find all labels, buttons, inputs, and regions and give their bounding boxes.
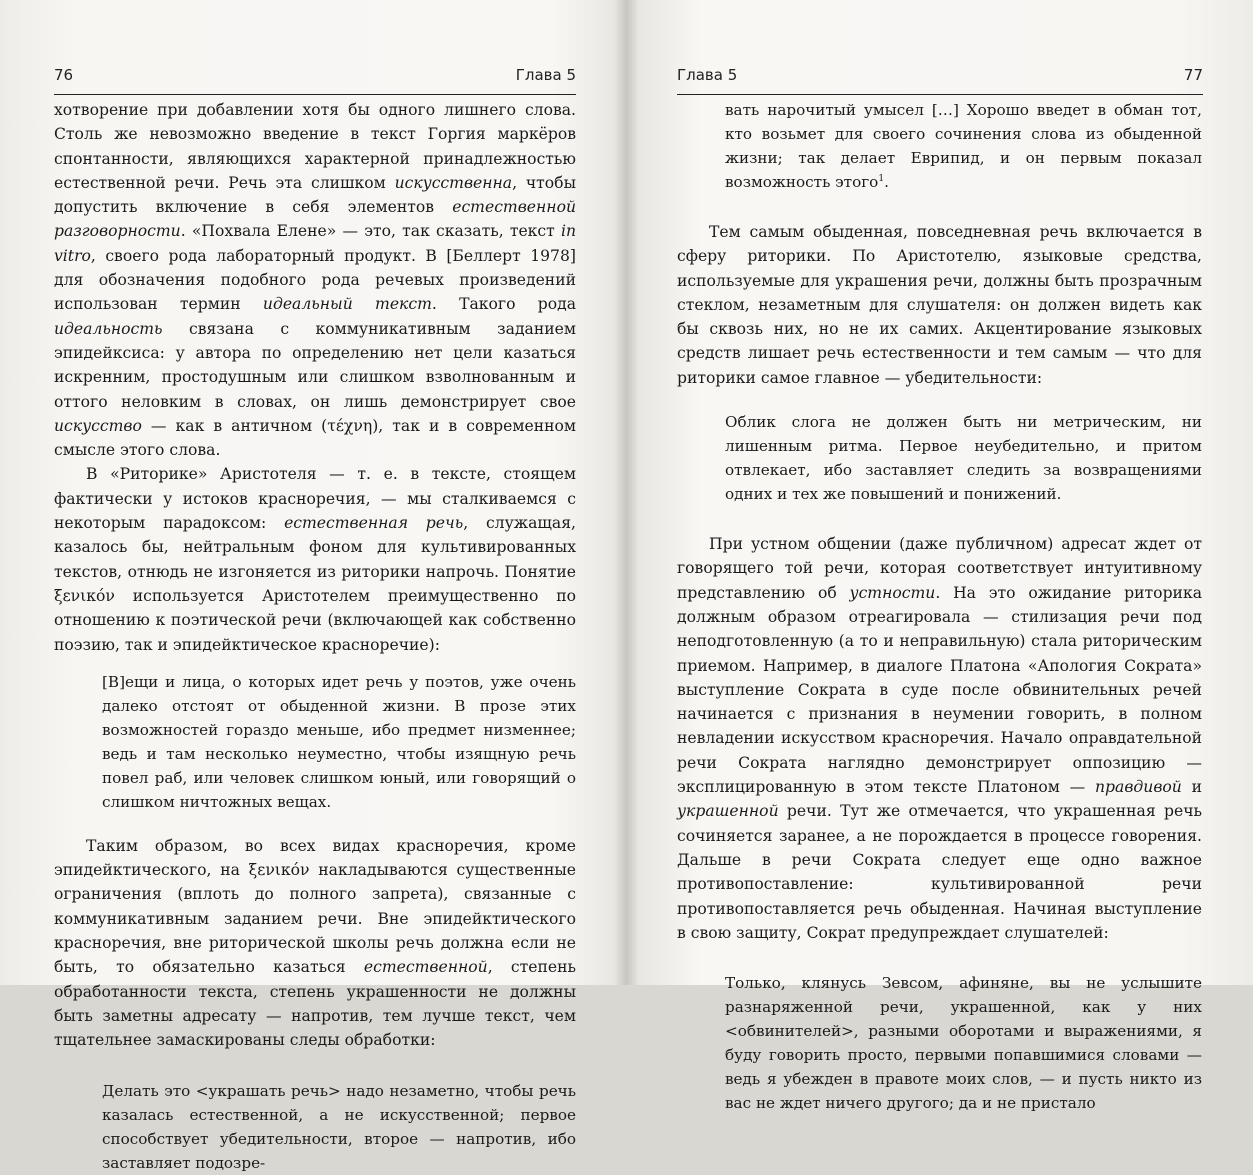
right-page-header — [677, 58, 1203, 95]
page-number: 76 — [54, 66, 74, 84]
block-quote: Делать это <украшать речь> надо незаметно, чтобы речь казалась естественной, а не искусственной; первое способствует убедительности, второе — напротив, ибо заставляет подозре- — [102, 1081, 576, 1172]
footnote-marker: 1 — [878, 173, 885, 184]
running-title: Глава 5 — [677, 66, 738, 84]
block-quote: Только, клянусь Зевсом, афиняне, вы не услышите разнаряженной речи, украшенной, как у них <обвинителей>, разными оборотами и выражениями, я буду говорить просто, первыми попавшимися словами — ведь я убежден в правоте моих слов, — и пусть никто из вас не ждет ничего другого; да и не пристало — [725, 974, 1202, 1113]
left-page — [0, 0, 626, 1172]
paragraph: Таким образом, во всех видах красноречия, кроме эпидейктического, на ξενικόν накладываются существенные ограничения (вплоть до полного запрета), связанные с коммуникативным заданием речи. Вне эпидейктического красноречия, вне риторической школы речь должна если не быть, то обязательно казаться естественной, степень обработанности текста, степень украшенности не должны быть заметны адресату — напротив, тем лучше текст, чем тщательнее замаскированы следы обработки: — [54, 836, 576, 1050]
paragraph: В «Риторике» Аристотеля — т. е. в тексте, стоящем фактически у истоков красноречия, — мы сталкиваемся с некоторым парадоксом: естественная речь, служащая, казалось бы, нейтральным фоном для культивированных текстов, отнюдь не изгоняется из риторики напрочь. Понятие ξενικόν используется Аристотелем преимущественно по отношению к поэтической речи (включающей как собственно поэзию, так и эпидейктическое красноречие): — [54, 465, 576, 654]
paragraph: Тем самым обыденная, повседневная речь включается в сферу риторики. По Аристотелю, языковые средства, используемые для украшения речи, должны быть прозрачным стеклом, незаметным для слушателя: он должен видеть как бы сквозь них, но не их самих. Акцентирование языковых средств лишает речь естественности и тем самым — что для риторики самое главное — убедительности: — [677, 223, 1202, 387]
left-page-header — [54, 58, 576, 95]
block-quote: [В]ещи и лица, о которых идет речь у поэтов, уже очень далеко отстоят от обыденной жизни. В прозе этих возможностей гораздо меньше, ибо предмет низменнее; ведь и там несколько неуместно, чтобы изящную речь повел раб, или человек слишком юный, или говорящий о слишком ничтожных вещах. — [102, 672, 576, 811]
block-quote: Облик слога не должен быть ни метрическим, ни лишенным ритма. Первое неубедительно, и притом отвлекает, ибо заставляет следить за возвращениями одних и тех же повышений и понижений. — [725, 413, 1202, 504]
page-number: 77 — [1183, 66, 1203, 84]
right-page — [627, 0, 1253, 1113]
left-page-body — [54, 98, 576, 1175]
paragraph: При устном общении (даже публичном) адресат ждет от говорящего той речи, которая соответствует интуитивному представлению об устности. На это ожидание риторика должным образом отреагировала — стилизация речи под неподготовленную (а то и неправильную) стала риторическим приемом. Например, в диалоге Платона «Апология Сократа» выступление Сократа в суде после обвинительных речей начинается с признания в неумении говорить, в полном невладении искусством красноречия. Начало оправдательной речи Сократа наглядно демонстрирует оппозицию — эксплицированную в этом тексте Платоном — правдивой и украшенной речи. Тут же отмечается, что украшенная речь сочиняется заранее, а не порождается в процессе говорения. Дальше в речи Сократа следует еще одно важное противопоставление: культивированной речи противопоставляется речь обыденная. Начиная выступление в свою защиту, Сократ предупреждает слушателей: — [677, 535, 1202, 942]
paragraph: хотворение при добавлении хотя бы одного лишнего слова. Столь же невозможно введение в текст Горгия маркёров спонтанности, являющихся характерной принадлежностью естественной речи. Речь эта слишком искусственна, чтобы допустить включение в себя элементов естественной разговорности. «Похвала Елене» — это, так сказать, текст in vitro, своего рода лабораторный продукт. В [Беллерт 1978] для обозначения подобного рода речевых произведений использован термин идеальный текст. Такого рода идеальность связана с коммуникативным заданием эпидейксиса: у автора по определению нет цели казаться искренним, простодушным или слишком взволнованным и оттого неловким в словах, он лишь демонстрирует свое искусство — как в античном (τέχνη), так и в современном смысле этого слова. — [54, 101, 576, 460]
running-title: Глава 5 — [515, 66, 576, 84]
right-page-body — [677, 98, 1202, 1115]
block-quote: вать нарочитый умысел […] Хорошо введет в обман тот, кто возьмет для своего сочинения слова из обыденной жизни; так делает Еврипид, и он первым показал возможность этого$^1$. — [725, 101, 1202, 191]
